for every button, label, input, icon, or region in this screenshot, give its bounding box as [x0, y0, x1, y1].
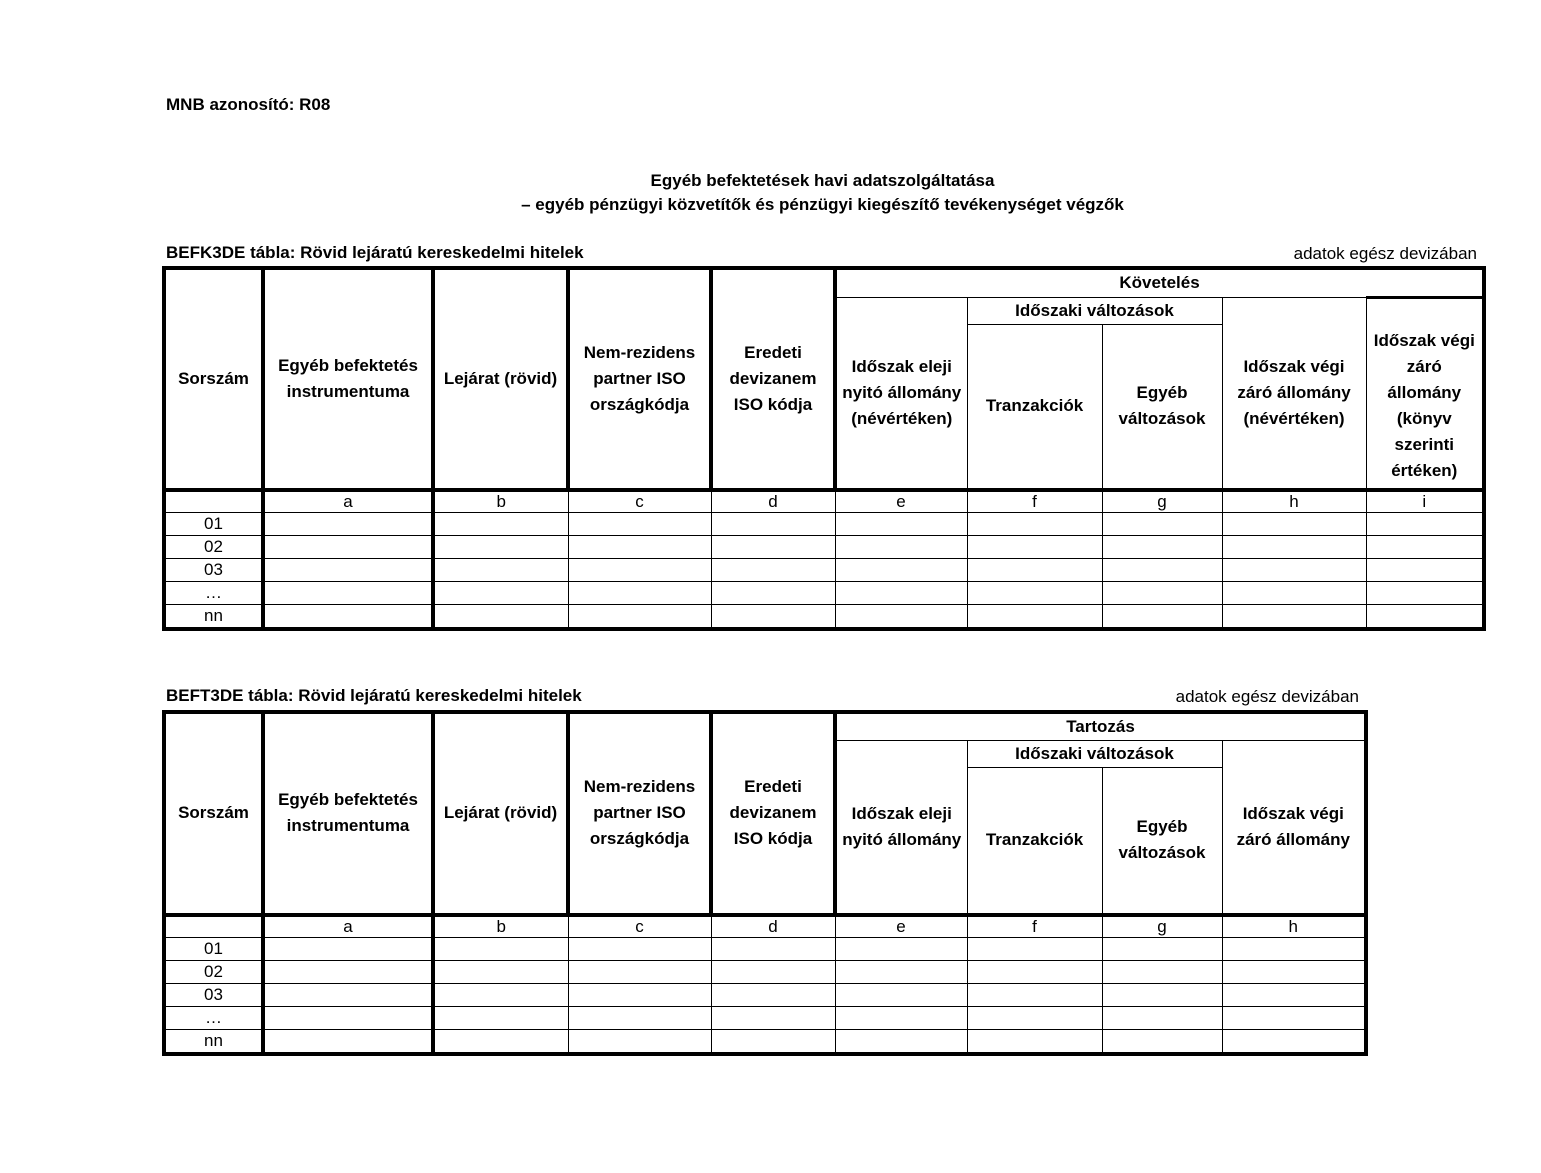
table2-row-number: nn	[164, 1029, 263, 1054]
table1-cell[interactable]	[1102, 581, 1222, 604]
table2-header-d: Eredeti devizanem ISO kódja	[711, 712, 835, 915]
table2-cell[interactable]	[711, 937, 835, 960]
table2-cell[interactable]	[711, 1029, 835, 1054]
table1-cell[interactable]	[835, 581, 967, 604]
table1-cell[interactable]	[1102, 604, 1222, 629]
table1-cell[interactable]	[967, 581, 1102, 604]
table1-letter-blank	[164, 490, 263, 513]
table1-title: BEFK3DE tábla: Rövid lejáratú kereskedelmi hitelek	[166, 243, 584, 262]
table1-cell[interactable]	[433, 558, 568, 581]
table1-cell[interactable]	[1366, 535, 1484, 558]
table2-header-c: Nem-rezidens partner ISO országkódja	[568, 712, 711, 915]
table2-header-g: Egyéb változások	[1102, 768, 1222, 915]
table2-letter-b: b	[433, 915, 568, 938]
table-row	[164, 604, 1484, 629]
table1-letter-h: h	[1222, 490, 1366, 513]
table2-header-a: Egyéb befektetés instrumentuma	[263, 712, 433, 915]
table1-cell[interactable]	[967, 512, 1102, 535]
table-row	[164, 983, 1366, 1006]
document-title-line-2: – egyéb pénzügyi közvetítők és pénzügyi kiegészítő tevékenységet végzők	[521, 195, 1124, 214]
table2-letter-e: e	[835, 915, 967, 938]
table1-cell[interactable]	[835, 512, 967, 535]
table2-cell[interactable]	[835, 1029, 967, 1054]
table1-letter-e: e	[835, 490, 967, 513]
table2-cell[interactable]	[568, 1006, 711, 1029]
table2-cell[interactable]	[967, 937, 1102, 960]
table2-cell[interactable]	[1102, 937, 1222, 960]
table1-row-number: nn	[164, 604, 263, 629]
table1-letter-a: a	[263, 490, 433, 513]
table2-header-e: Időszak eleji nyitó állomány	[835, 741, 967, 915]
table2-cell[interactable]	[711, 983, 835, 1006]
table1-row-number: 01	[164, 512, 263, 535]
table2-cell[interactable]	[433, 937, 568, 960]
table2-cell[interactable]	[835, 983, 967, 1006]
table1-header-g: Egyéb változások	[1102, 325, 1222, 490]
table2-cell[interactable]	[835, 937, 967, 960]
table2-cell[interactable]	[568, 937, 711, 960]
table1-cell[interactable]	[1102, 535, 1222, 558]
table1-letter-g: g	[1102, 490, 1222, 513]
table2-letter-h: h	[1222, 915, 1366, 938]
table2-cell[interactable]	[433, 983, 568, 1006]
table1-header-i-spacer	[1366, 298, 1484, 325]
table1-cell[interactable]	[433, 604, 568, 629]
table1-cell[interactable]	[568, 581, 711, 604]
table2-cell[interactable]	[967, 960, 1102, 983]
table-row	[164, 1006, 1366, 1029]
table2-letter-blank	[164, 915, 263, 938]
table2-cell[interactable]	[1222, 960, 1366, 983]
table1-letter-f: f	[967, 490, 1102, 513]
table1-letter-b: b	[433, 490, 568, 513]
table1-header-a: Egyéb befektetés instrumentuma	[263, 268, 433, 490]
table1-header-i: Időszak végi záró állomány (könyv szerinti értéken)	[1366, 325, 1484, 490]
table1-cell[interactable]	[711, 512, 835, 535]
table2-unit-note: adatok egész devizában	[1175, 687, 1359, 706]
table2-cell[interactable]	[433, 1006, 568, 1029]
table2-grid	[162, 710, 1368, 1056]
table1-cell[interactable]	[433, 581, 568, 604]
table1-row-number: …	[164, 581, 263, 604]
table2-cell[interactable]	[835, 960, 967, 983]
table2-letter-g: g	[1102, 915, 1222, 938]
table2-cell[interactable]	[263, 1006, 433, 1029]
table2-cell[interactable]	[967, 1029, 1102, 1054]
table2-cell[interactable]	[263, 1029, 433, 1054]
table1-cell[interactable]	[1222, 558, 1366, 581]
table-row	[164, 960, 1366, 983]
table1-cell[interactable]	[263, 512, 433, 535]
table1-header-d: Eredeti devizanem ISO kódja	[711, 268, 835, 490]
table2-cell[interactable]	[1222, 1029, 1366, 1054]
table1-header-h: Időszak végi záró állomány (névértéken)	[1222, 298, 1366, 490]
table2-cell[interactable]	[1222, 1006, 1366, 1029]
table1-cell[interactable]	[1222, 581, 1366, 604]
table-row	[164, 581, 1484, 604]
table-row	[164, 937, 1366, 960]
table1-row-number: 02	[164, 535, 263, 558]
table1-header-e: Időszak eleji nyitó állomány (névértéken)	[835, 298, 967, 490]
table2-header-f: Tranzakciók	[967, 768, 1102, 915]
table2-cell[interactable]	[263, 960, 433, 983]
table2-cell[interactable]	[433, 1029, 568, 1054]
table2-cell[interactable]	[835, 1006, 967, 1029]
table1-cell[interactable]	[1366, 512, 1484, 535]
table2-cell[interactable]	[711, 1006, 835, 1029]
table1-cell[interactable]	[1366, 581, 1484, 604]
document-title	[0, 169, 1541, 217]
table2-title: BEFT3DE tábla: Rövid lejáratú kereskedelmi hitelek	[166, 686, 582, 705]
table2-cell[interactable]	[711, 960, 835, 983]
table1-cell[interactable]	[263, 581, 433, 604]
table2-cell[interactable]	[568, 983, 711, 1006]
table2-header-b: Lejárat (rövid)	[433, 712, 568, 915]
table-row	[164, 512, 1484, 535]
table2-row-number: …	[164, 1006, 263, 1029]
table1-cell[interactable]	[1222, 535, 1366, 558]
table1-row-number: 03	[164, 558, 263, 581]
table2-header-h: Időszak végi záró állomány	[1222, 741, 1366, 915]
table2-letter-c: c	[568, 915, 711, 938]
table2-cell[interactable]	[967, 983, 1102, 1006]
table2-cell[interactable]	[568, 960, 711, 983]
table-row	[164, 535, 1484, 558]
table2-cell[interactable]	[1222, 983, 1366, 1006]
table1-cell[interactable]	[1102, 512, 1222, 535]
table1-cell[interactable]	[967, 535, 1102, 558]
table2-cell[interactable]	[1102, 960, 1222, 983]
table1-header-sorszam: Sorszám	[164, 268, 263, 490]
table1-cell[interactable]	[967, 558, 1102, 581]
table1-unit-note: adatok egész devizában	[1293, 244, 1477, 263]
table2-letter-d: d	[711, 915, 835, 938]
table2-row-number: 02	[164, 960, 263, 983]
table1-letter-c: c	[568, 490, 711, 513]
table1-cell[interactable]	[568, 604, 711, 629]
table1-header-c: Nem-rezidens partner ISO országkódja	[568, 268, 711, 490]
table1-subgroup-header: Időszaki változások	[967, 298, 1222, 325]
table-row	[164, 1029, 1366, 1054]
table1-cell[interactable]	[263, 558, 433, 581]
table2-cell[interactable]	[1102, 1006, 1222, 1029]
table2-cell[interactable]	[1102, 1029, 1222, 1054]
table2-cell[interactable]	[263, 937, 433, 960]
table2-subgroup-header: Időszaki változások	[967, 741, 1222, 768]
table2-cell[interactable]	[433, 960, 568, 983]
table2-row-number: 01	[164, 937, 263, 960]
table2-cell[interactable]	[1102, 983, 1222, 1006]
table1-cell[interactable]	[1102, 558, 1222, 581]
table1-cell[interactable]	[568, 558, 711, 581]
table1-cell[interactable]	[711, 604, 835, 629]
table1-cell[interactable]	[433, 512, 568, 535]
mnb-identifier: MNB azonosító: R08	[166, 95, 331, 114]
table1-cell[interactable]	[835, 604, 967, 629]
table1-group-header: Követelés	[835, 268, 1484, 298]
table1-cell[interactable]	[568, 512, 711, 535]
table2-row-number: 03	[164, 983, 263, 1006]
table1-cell[interactable]	[263, 535, 433, 558]
table2-header-sorszam: Sorszám	[164, 712, 263, 915]
table1-grid	[162, 266, 1486, 631]
table1-cell[interactable]	[1222, 604, 1366, 629]
table-row	[164, 558, 1484, 581]
table1-cell[interactable]	[711, 581, 835, 604]
table1-cell[interactable]	[1366, 604, 1484, 629]
table1-cell[interactable]	[835, 535, 967, 558]
document-title-line-1: Egyéb befektetések havi adatszolgáltatása	[650, 171, 995, 190]
table2-cell[interactable]	[967, 1006, 1102, 1029]
table1-cell[interactable]	[835, 558, 967, 581]
table2-cell[interactable]	[263, 983, 433, 1006]
table1-letter-d: d	[711, 490, 835, 513]
table2-cell[interactable]	[1222, 937, 1366, 960]
table1-cell[interactable]	[967, 604, 1102, 629]
table2-group-header: Tartozás	[835, 712, 1366, 741]
table2-letter-f: f	[967, 915, 1102, 938]
table1-cell[interactable]	[711, 558, 835, 581]
table1-cell[interactable]	[1222, 512, 1366, 535]
table1-header-b: Lejárat (rövid)	[433, 268, 568, 490]
table2-cell[interactable]	[568, 1029, 711, 1054]
table1-cell[interactable]	[263, 604, 433, 629]
table1-letter-i: i	[1366, 490, 1484, 513]
table1-cell[interactable]	[711, 535, 835, 558]
table1-cell[interactable]	[568, 535, 711, 558]
table1-cell[interactable]	[1366, 558, 1484, 581]
table1-cell[interactable]	[433, 535, 568, 558]
table2-letter-a: a	[263, 915, 433, 938]
table1-header-f: Tranzakciók	[967, 325, 1102, 490]
